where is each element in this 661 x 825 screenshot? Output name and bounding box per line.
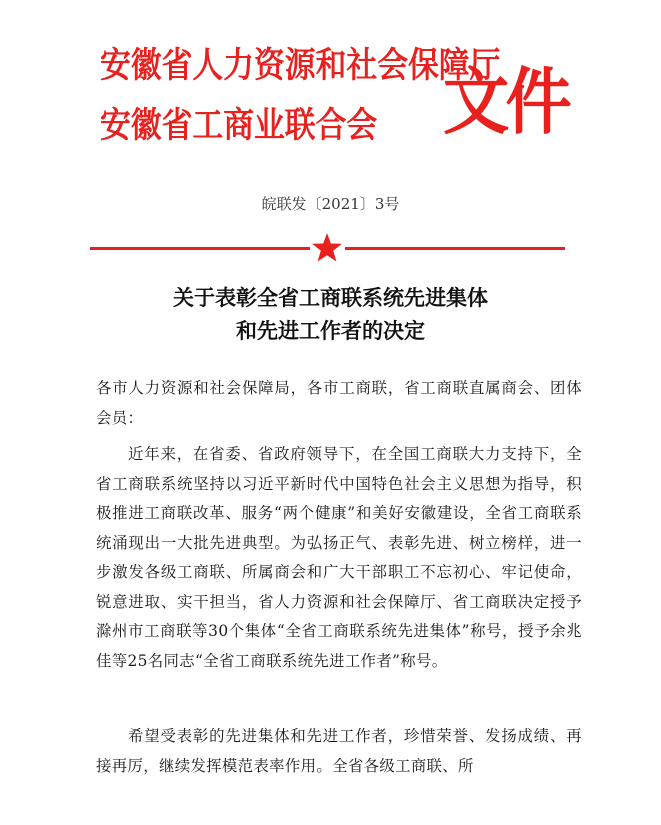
issuer-line-1: 安徽省人力资源和社会保障厅	[100, 45, 501, 86]
issuer-line-2: 安徽省工商业联合会	[100, 105, 378, 146]
body-paragraph-2: 希望受表彰的先进集体和先进工作者，珍惜荣誉、发扬成绩、再接再厉，继续发挥模范表率作用。全省各级工商联、所	[96, 727, 582, 775]
document-number: 皖联发〔2021〕3号	[261, 195, 400, 213]
divider-line-left	[90, 247, 310, 250]
document-type-label: 文件	[443, 59, 569, 144]
body-paragraph-1: 近年来，在省委、省政府领导下，在全国工商联大力支持下，全省工商联系统坚持以习近平新时代中国特色社会主义思想为指导，积极推进工商联改革、服务“两个健康”和美好安徽建设，全省工商联系统涌现出一大批先进典型。为弘扬正气、表彰先进、树立榜样，进一步激发各级工商联、所属商会和广大干部职工不忘初心、牢记使命，锐意进取、实干担当，省人力资源和社会保障厅、省工商联决定授予滁州市工商联等30个集体“全省工商联系统先进集体”称号，授予余兆佳等25名同志“全省工商联系统先进工作者”称号。	[96, 445, 582, 670]
document-header	[0, 0, 661, 170]
star-icon	[311, 232, 343, 264]
document-title-line-2: 和先进工作者的决定	[236, 318, 425, 343]
document-title-line-1: 关于表彰全省工商联系统先进集体	[173, 285, 488, 310]
salutation: 各市人力资源和社会保障局，各市工商联，省工商联直属商会、团体会员：	[96, 379, 582, 427]
divider-line-right	[345, 247, 565, 250]
